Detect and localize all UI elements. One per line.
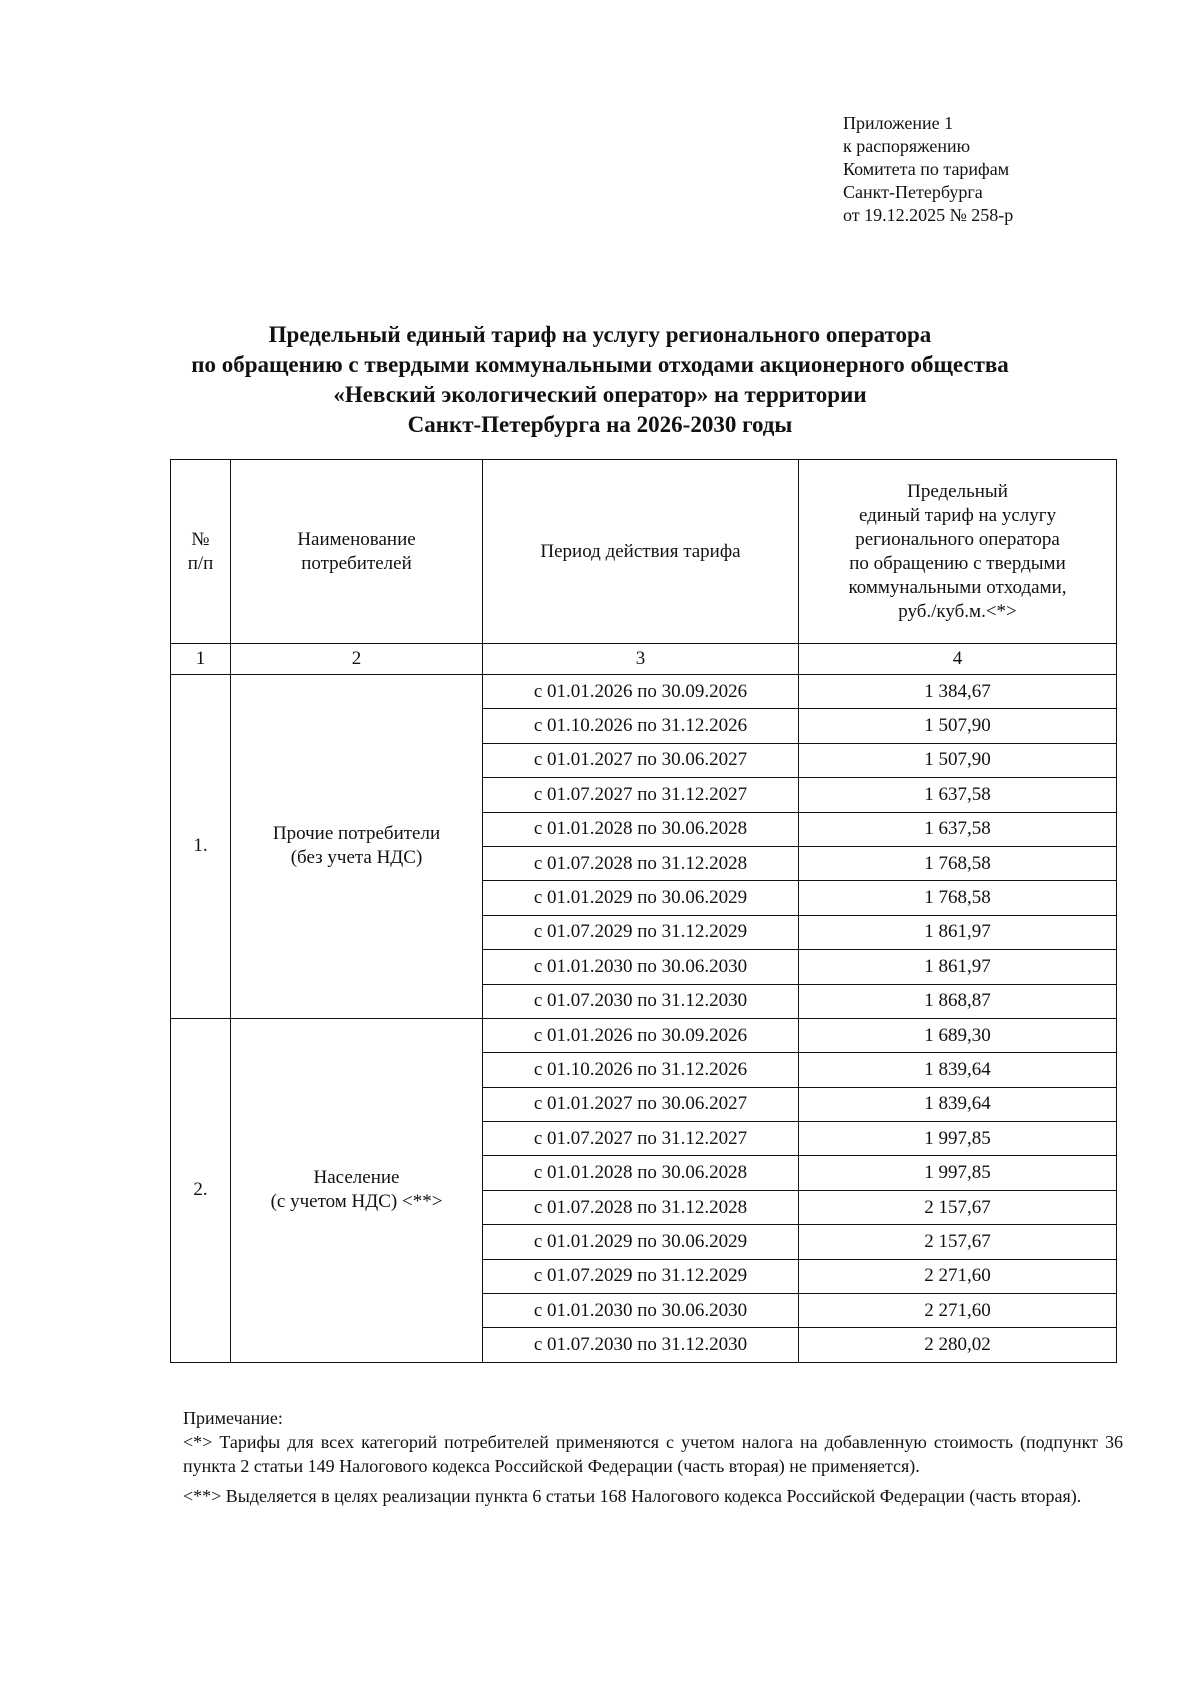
tariff-value-cell: 1 861,97: [799, 915, 1117, 949]
tariff-table: [170, 459, 1117, 1363]
period-cell: с 01.01.2027 по 30.06.2027: [483, 743, 799, 777]
tariff-value-cell: 1 384,67: [799, 675, 1117, 709]
tariff-value-cell: 1 868,87: [799, 984, 1117, 1018]
group-number: 2.: [171, 1018, 231, 1362]
page-title: [0, 320, 1200, 440]
tariff-value-cell: 1 768,58: [799, 881, 1117, 915]
period-cell: с 01.07.2029 по 31.12.2029: [483, 1259, 799, 1293]
period-cell: с 01.01.2027 по 30.06.2027: [483, 1087, 799, 1121]
group-consumer-name: Население (с учетом НДС) <**>: [231, 1018, 483, 1362]
period-cell: с 01.10.2026 по 31.12.2026: [483, 709, 799, 743]
column-number: 2: [231, 644, 483, 675]
attachment-line: к распоряжению: [843, 136, 971, 156]
notes-heading: Примечание:: [183, 1408, 283, 1428]
tariff-value-cell: 2 271,60: [799, 1259, 1117, 1293]
period-cell: с 01.01.2029 по 30.06.2029: [483, 881, 799, 915]
period-cell: с 01.07.2030 по 31.12.2030: [483, 1328, 799, 1362]
tariff-value-cell: 1 507,90: [799, 743, 1117, 777]
attachment-line: Приложение 1: [843, 113, 954, 133]
notes-block: [183, 1406, 1123, 1514]
tariff-value-cell: 1 637,58: [799, 778, 1117, 812]
table-row: [171, 675, 1117, 709]
header-tariff: Предельный единый тариф на услугу регионального оператора по обращению с твердыми коммунальными отходами, руб./куб.м.<*>: [799, 460, 1117, 644]
header-period: Период действия тарифа: [483, 460, 799, 644]
title-line: «Невский экологический оператор» на территории: [333, 382, 867, 407]
period-cell: с 01.07.2029 по 31.12.2029: [483, 915, 799, 949]
tariff-value-cell: 1 768,58: [799, 846, 1117, 880]
period-cell: с 01.07.2030 по 31.12.2030: [483, 984, 799, 1018]
period-cell: с 01.07.2027 по 31.12.2027: [483, 1122, 799, 1156]
attachment-line: Комитета по тарифам: [843, 159, 1010, 179]
title-line: Санкт-Петербурга на 2026-2030 годы: [407, 412, 793, 437]
title-line: Предельный единый тариф на услугу регионального оператора: [268, 322, 932, 347]
attachment-line: от 19.12.2025 № 258-р: [843, 205, 1014, 225]
period-cell: с 01.01.2026 по 30.09.2026: [483, 1018, 799, 1052]
tariff-value-cell: 2 280,02: [799, 1328, 1117, 1362]
tariff-value-cell: 1 839,64: [799, 1087, 1117, 1121]
period-cell: с 01.01.2026 по 30.09.2026: [483, 675, 799, 709]
period-cell: с 01.07.2028 по 31.12.2028: [483, 1190, 799, 1224]
header-consumer-name: Наименование потребителей: [231, 460, 483, 644]
column-number-row: [171, 644, 1117, 675]
period-cell: с 01.01.2028 по 30.06.2028: [483, 812, 799, 846]
group-number: 1.: [171, 675, 231, 1019]
column-number: 4: [799, 644, 1117, 675]
tariff-value-cell: 1 997,85: [799, 1156, 1117, 1190]
tariff-value-cell: 2 271,60: [799, 1294, 1117, 1328]
tariff-value-cell: 1 839,64: [799, 1053, 1117, 1087]
title-line: по обращению с твердыми коммунальными отходами акционерного общества: [191, 352, 1009, 377]
tariff-value-cell: 2 157,67: [799, 1225, 1117, 1259]
period-cell: с 01.01.2030 по 30.06.2030: [483, 1294, 799, 1328]
tariff-value-cell: 1 689,30: [799, 1018, 1117, 1052]
period-cell: с 01.07.2028 по 31.12.2028: [483, 846, 799, 880]
period-cell: с 01.01.2030 по 30.06.2030: [483, 950, 799, 984]
table-row: [171, 1018, 1117, 1052]
table-body: [171, 675, 1117, 1363]
period-cell: с 01.07.2027 по 31.12.2027: [483, 778, 799, 812]
tariff-value-cell: 1 507,90: [799, 709, 1117, 743]
period-cell: с 01.10.2026 по 31.12.2026: [483, 1053, 799, 1087]
tariff-value-cell: 1 861,97: [799, 950, 1117, 984]
tariff-value-cell: 1 637,58: [799, 812, 1117, 846]
attachment-block: [843, 112, 1013, 227]
period-cell: с 01.01.2029 по 30.06.2029: [483, 1225, 799, 1259]
note-1: <*> Тарифы для всех категорий потребителей применяются с учетом налога на добавленную стоимость (подпункт 36 пункта 2 статьи 149 Налогового кодекса Российской Федерации (часть вторая) не применяется).: [183, 1432, 1123, 1476]
note-2: <**> Выделяется в целях реализации пункта 6 статьи 168 Налогового кодекса Российской Федерации (часть вторая).: [183, 1486, 1082, 1506]
attachment-line: Санкт-Петербурга: [843, 182, 983, 202]
tariff-value-cell: 2 157,67: [799, 1190, 1117, 1224]
group-consumer-name: Прочие потребители (без учета НДС): [231, 675, 483, 1019]
period-cell: с 01.01.2028 по 30.06.2028: [483, 1156, 799, 1190]
tariff-value-cell: 1 997,85: [799, 1122, 1117, 1156]
header-number: № п/п: [171, 460, 231, 644]
table-header-row: [171, 460, 1117, 644]
column-number: 1: [171, 644, 231, 675]
column-number: 3: [483, 644, 799, 675]
